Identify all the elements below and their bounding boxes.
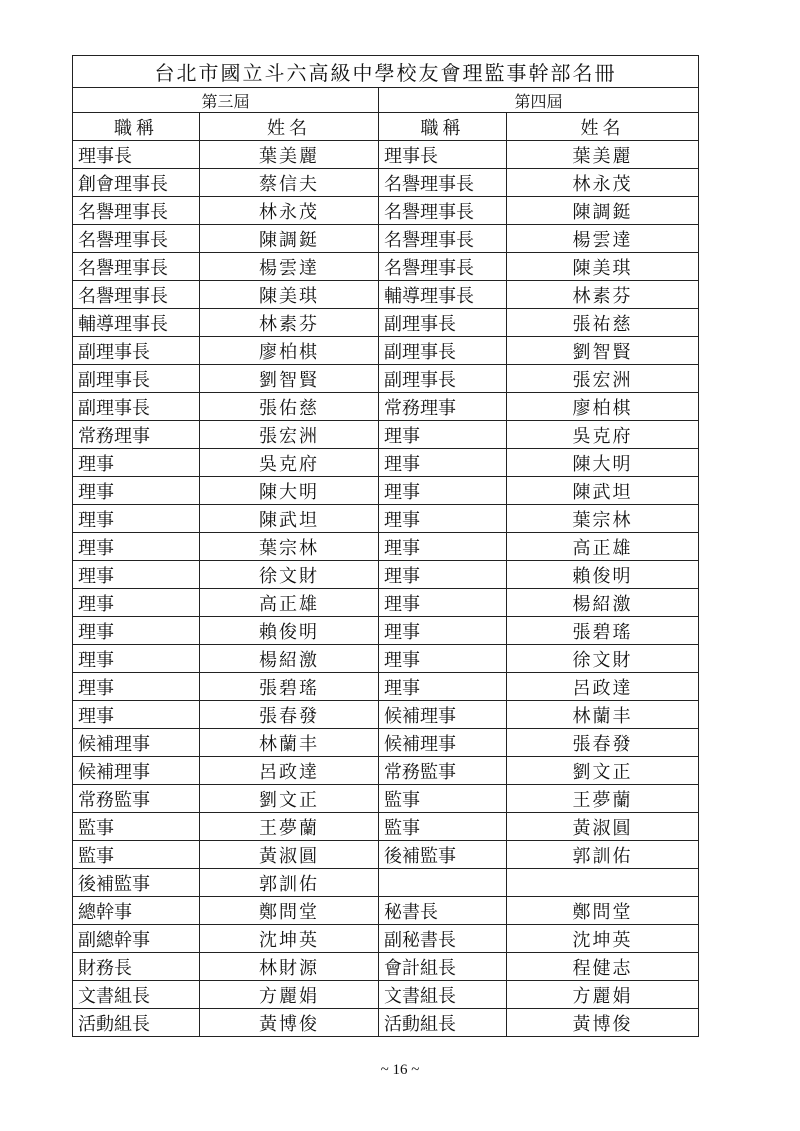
- roster-body: [73, 141, 699, 1037]
- term4-position-cell: 理事: [379, 505, 507, 533]
- title-row: [73, 56, 699, 88]
- term3-position-cell: 副理事長: [73, 337, 200, 365]
- term4-position-cell: 副理事長: [379, 309, 507, 337]
- term3-name-cell: 郭訓佑: [200, 869, 379, 897]
- term3-name-cell: 陳調鋌: [200, 225, 379, 253]
- term3-name-cell: 楊紹激: [200, 645, 379, 673]
- term4-name-cell: 劉文正: [507, 757, 699, 785]
- term3-position-cell: 名譽理事長: [73, 225, 200, 253]
- term4-position-cell: 理事: [379, 645, 507, 673]
- table-row: [73, 673, 699, 701]
- term4-name-cell: 張春發: [507, 729, 699, 757]
- term4-name-cell: [507, 869, 699, 897]
- table-row: [73, 925, 699, 953]
- term3-name-cell: 方麗娟: [200, 981, 379, 1009]
- term4-name-cell: 陳調鋌: [507, 197, 699, 225]
- term4-position-cell: 名譽理事長: [379, 169, 507, 197]
- term3-position-cell: 監事: [73, 841, 200, 869]
- term4-name-cell: 張祐慈: [507, 309, 699, 337]
- table-row: [73, 449, 699, 477]
- term3-name-cell: 吳克府: [200, 449, 379, 477]
- page-number: ~ 16 ~: [380, 1062, 420, 1078]
- term3-name-cell: 廖柏棋: [200, 337, 379, 365]
- term3-name-cell: 王夢蘭: [200, 813, 379, 841]
- term3-name-cell: 楊雲達: [200, 253, 379, 281]
- term4-name-cell: 黃博俊: [507, 1009, 699, 1037]
- term3-name-cell: 林永茂: [200, 197, 379, 225]
- table-row: [73, 869, 699, 897]
- term3-position-cell: 理事: [73, 533, 200, 561]
- term4-name-cell: 陳大明: [507, 449, 699, 477]
- term3-name-cell: 陳美琪: [200, 281, 379, 309]
- term4-position-cell: 名譽理事長: [379, 253, 507, 281]
- term4-position-cell: 文書組長: [379, 981, 507, 1009]
- term4-name-cell: 葉美麗: [507, 141, 699, 169]
- term4-position-cell: 常務監事: [379, 757, 507, 785]
- table-row: [73, 393, 699, 421]
- term4-position-cell: 理事: [379, 533, 507, 561]
- table-row: [73, 309, 699, 337]
- table-row: [73, 421, 699, 449]
- term4-name-cell: 張碧瑤: [507, 617, 699, 645]
- term4-name-cell: 楊雲達: [507, 225, 699, 253]
- term3-position-cell: 理事: [73, 561, 200, 589]
- term3-position-cell: 理事長: [73, 141, 200, 169]
- table-row: [73, 757, 699, 785]
- term4-name-cell: 林蘭丰: [507, 701, 699, 729]
- table-row: [73, 617, 699, 645]
- term3-position-cell: 常務理事: [73, 421, 200, 449]
- term4-name-cell: 吳克府: [507, 421, 699, 449]
- term3-position-cell: 財務長: [73, 953, 200, 981]
- table-row: [73, 365, 699, 393]
- term3-name-cell: 張碧瑤: [200, 673, 379, 701]
- term4-position-cell: 名譽理事長: [379, 197, 507, 225]
- term3-name-cell: 徐文財: [200, 561, 379, 589]
- term3-position-cell: 副理事長: [73, 365, 200, 393]
- term4-name-cell: 林永茂: [507, 169, 699, 197]
- term3-position-cell: 文書組長: [73, 981, 200, 1009]
- roster-table: [72, 55, 699, 1037]
- table-row: [73, 197, 699, 225]
- term3-name-header: 姓名: [200, 113, 379, 141]
- term4-position-cell: 常務理事: [379, 393, 507, 421]
- term4-position-cell: 秘書長: [379, 897, 507, 925]
- term4-position-cell: 活動組長: [379, 1009, 507, 1037]
- term3-name-cell: 葉宗林: [200, 533, 379, 561]
- term4-name-cell: 徐文財: [507, 645, 699, 673]
- term4-name-cell: 鄭問堂: [507, 897, 699, 925]
- term4-name-cell: 賴俊明: [507, 561, 699, 589]
- table-row: [73, 813, 699, 841]
- term4-position-cell: 監事: [379, 785, 507, 813]
- term3-position-cell: 理事: [73, 477, 200, 505]
- term4-name-cell: 高正雄: [507, 533, 699, 561]
- term3-position-cell: 理事: [73, 673, 200, 701]
- term4-name-cell: 沈坤英: [507, 925, 699, 953]
- term3-name-cell: 蔡信夫: [200, 169, 379, 197]
- term4-position-cell: 理事: [379, 561, 507, 589]
- term4-position-cell: 副秘書長: [379, 925, 507, 953]
- term3-name-cell: 黃博俊: [200, 1009, 379, 1037]
- document-title: 台北市國立斗六高級中學校友會理監事幹部名冊: [73, 56, 699, 88]
- term3-position-cell: 副理事長: [73, 393, 200, 421]
- term4-position-cell: 理事: [379, 449, 507, 477]
- term4-name-cell: 張宏洲: [507, 365, 699, 393]
- term3-position-cell: 後補監事: [73, 869, 200, 897]
- term4-position-cell: 理事: [379, 673, 507, 701]
- term4-position-cell: 候補理事: [379, 701, 507, 729]
- term4-name-cell: 廖柏棋: [507, 393, 699, 421]
- term4-position-cell: [379, 869, 507, 897]
- term4-position-cell: 名譽理事長: [379, 225, 507, 253]
- term3-position-cell: 候補理事: [73, 757, 200, 785]
- term4-name-cell: 呂政達: [507, 673, 699, 701]
- term3-name-cell: 陳武坦: [200, 505, 379, 533]
- table-row: [73, 141, 699, 169]
- term3-name-cell: 劉智賢: [200, 365, 379, 393]
- term4-position-cell: 後補監事: [379, 841, 507, 869]
- term3-name-cell: 陳大明: [200, 477, 379, 505]
- term3-position-cell: 常務監事: [73, 785, 200, 813]
- term4-name-cell: 方麗娟: [507, 981, 699, 1009]
- table-row: [73, 337, 699, 365]
- term4-position-cell: 理事: [379, 589, 507, 617]
- term4-name-cell: 楊紹激: [507, 589, 699, 617]
- term3-name-cell: 林財源: [200, 953, 379, 981]
- term3-position-cell: 副總幹事: [73, 925, 200, 953]
- term3-position-cell: 理事: [73, 505, 200, 533]
- table-row: [73, 785, 699, 813]
- table-row: [73, 897, 699, 925]
- term4-position-cell: 理事: [379, 421, 507, 449]
- term3-position-cell: 名譽理事長: [73, 197, 200, 225]
- term3-position-cell: 名譽理事長: [73, 281, 200, 309]
- term4-position-cell: 監事: [379, 813, 507, 841]
- term4-name-header: 姓名: [507, 113, 699, 141]
- term4-name-cell: 黃淑圓: [507, 813, 699, 841]
- table-row: [73, 841, 699, 869]
- table-row: [73, 225, 699, 253]
- term4-position-header: 職稱: [379, 113, 507, 141]
- term3-position-cell: 輔導理事長: [73, 309, 200, 337]
- term3-position-cell: 理事: [73, 645, 200, 673]
- table-row: [73, 253, 699, 281]
- term4-position-cell: 會計組長: [379, 953, 507, 981]
- term-row: [73, 88, 699, 113]
- term4-name-cell: 劉智賢: [507, 337, 699, 365]
- table-row: [73, 505, 699, 533]
- term3-name-cell: 呂政達: [200, 757, 379, 785]
- term4-position-cell: 理事: [379, 617, 507, 645]
- term3-header: 第三屆: [73, 88, 379, 113]
- term3-name-cell: 黃淑圓: [200, 841, 379, 869]
- term3-position-cell: 活動組長: [73, 1009, 200, 1037]
- table-row: [73, 533, 699, 561]
- term3-name-cell: 林素芬: [200, 309, 379, 337]
- table-row: [73, 1009, 699, 1037]
- term3-position-cell: 名譽理事長: [73, 253, 200, 281]
- term3-position-cell: 理事: [73, 449, 200, 477]
- table-row: [73, 561, 699, 589]
- term4-position-cell: 候補理事: [379, 729, 507, 757]
- term4-name-cell: 林素芬: [507, 281, 699, 309]
- column-header-row: [73, 113, 699, 141]
- term3-position-cell: 監事: [73, 813, 200, 841]
- term4-position-cell: 理事: [379, 477, 507, 505]
- term3-name-cell: 張春發: [200, 701, 379, 729]
- table-row: [73, 953, 699, 981]
- table-row: [73, 645, 699, 673]
- term3-name-cell: 張宏洲: [200, 421, 379, 449]
- table-row: [73, 981, 699, 1009]
- term3-name-cell: 林蘭丰: [200, 729, 379, 757]
- term4-name-cell: 王夢蘭: [507, 785, 699, 813]
- term3-name-cell: 張佑慈: [200, 393, 379, 421]
- term3-position-cell: 理事: [73, 589, 200, 617]
- term4-name-cell: 陳武坦: [507, 477, 699, 505]
- term4-position-cell: 理事長: [379, 141, 507, 169]
- table-row: [73, 169, 699, 197]
- term3-position-cell: 理事: [73, 617, 200, 645]
- term3-name-cell: 高正雄: [200, 589, 379, 617]
- term4-position-cell: 副理事長: [379, 337, 507, 365]
- term4-position-cell: 副理事長: [379, 365, 507, 393]
- table-row: [73, 281, 699, 309]
- table-row: [73, 729, 699, 757]
- term3-name-cell: 葉美麗: [200, 141, 379, 169]
- term4-header: 第四屆: [379, 88, 699, 113]
- term4-name-cell: 陳美琪: [507, 253, 699, 281]
- term3-name-cell: 賴俊明: [200, 617, 379, 645]
- term4-name-cell: 郭訓佑: [507, 841, 699, 869]
- term3-name-cell: 劉文正: [200, 785, 379, 813]
- term3-name-cell: 沈坤英: [200, 925, 379, 953]
- table-row: [73, 589, 699, 617]
- term4-name-cell: 葉宗林: [507, 505, 699, 533]
- roster-sheet: [72, 55, 698, 1037]
- term3-position-cell: 創會理事長: [73, 169, 200, 197]
- term3-position-cell: 總幹事: [73, 897, 200, 925]
- term4-position-cell: 輔導理事長: [379, 281, 507, 309]
- table-row: [73, 701, 699, 729]
- term3-name-cell: 鄭問堂: [200, 897, 379, 925]
- term3-position-header: 職稱: [73, 113, 200, 141]
- term3-position-cell: 理事: [73, 701, 200, 729]
- table-row: [73, 477, 699, 505]
- term3-position-cell: 候補理事: [73, 729, 200, 757]
- term4-name-cell: 程健志: [507, 953, 699, 981]
